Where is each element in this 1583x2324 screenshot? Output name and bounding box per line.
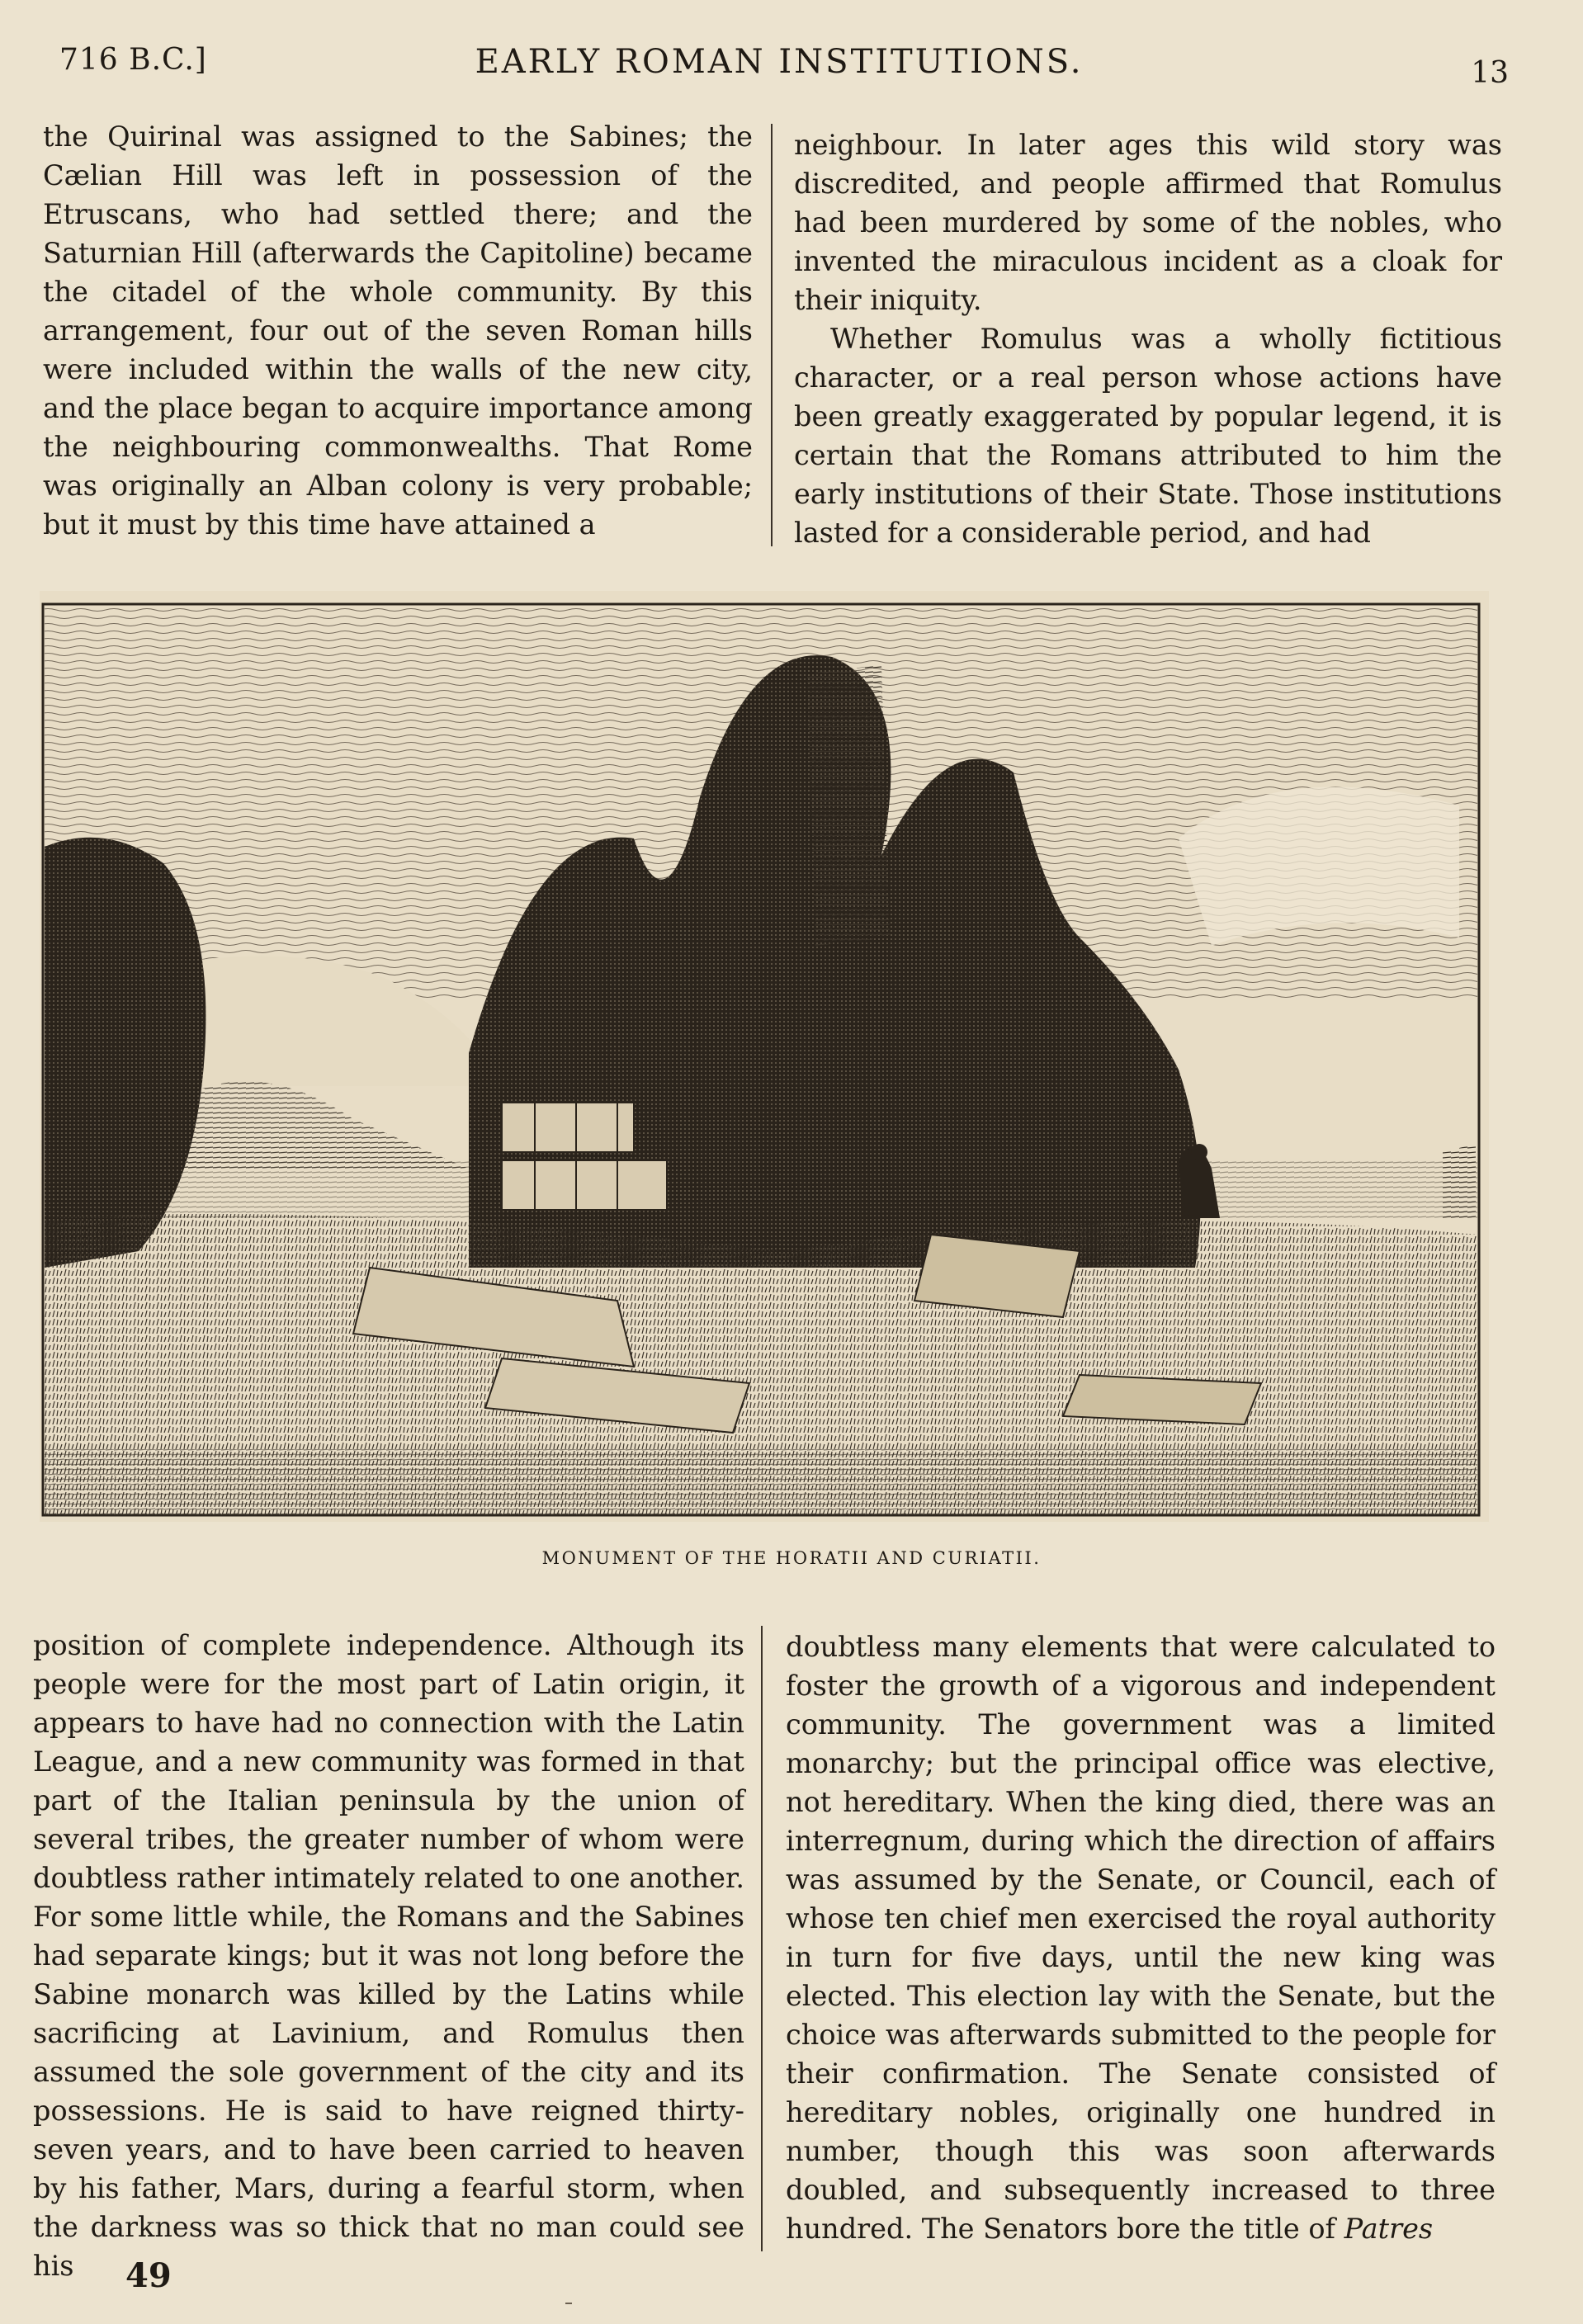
running-head-page: 13 xyxy=(1471,56,1509,90)
running-head-title: EARLY ROMAN INSTITUTIONS. xyxy=(475,43,1084,81)
paragraph: the Quirinal was assigned to the Sabines; the Cælian Hill was left in possession of the Etruscans, who had settled there; and the Saturnian Hill (afterwards the Capitoline) became the citadel of the whole community. By this arrangement, four out of the seven Roman hills were included within the walls of the new city, and the place began to acquire importance among the neighbouring commonwealths. That Rome was originally an Alban colony is very probable; but it must by this time have attained a xyxy=(43,120,753,541)
engraving-monument xyxy=(40,591,1489,1522)
column-bottom-right xyxy=(786,1627,1496,2248)
column-top-left xyxy=(43,117,753,544)
figure-caption: MONUMENT OF THE HORATII AND CURIATII. xyxy=(541,1548,1042,1568)
paragraph: Whether Romulus was a wholly fictitious character, or a real person whose actions have been greatly exaggerated by popular legend, it is certain that the Romans attributed to him the early institutions of their State. Those institutions lasted for a considerable period, and had xyxy=(794,323,1502,549)
paragraph-text: doubtless many elements that were calculated to foster the growth of a vigorous and independent community. The government was a limited monarchy; but the principal office was elective, not hereditary. When the king died, there was an interregnum, during which the direction of affairs was assumed by the Senate, or Council, each of whose ten chief men exercised the royal authority in turn for five days, until the new king was elected. This election lay with the Senate, but the choice was afterwards submitted to the people for their confirmation. The Senate consisted of hereditary nobles, originally one hundred in number, though this was soon afterwards doubled, and subsequently increased to three hundred. The Senators bore the title of xyxy=(786,1631,1496,2245)
running-head-date: 716 B.C.] xyxy=(59,43,207,77)
engraving-illustration xyxy=(40,591,1489,1522)
italic-term: Patres xyxy=(1344,2213,1434,2245)
paragraph: neighbour. In later ages this wild story was discredited, and people affirmed that Romulus had been murdered by some of the nobles, who invented the miraculous incident as a cloak for their iniquity. xyxy=(794,129,1502,316)
folio-mark xyxy=(565,2303,572,2304)
paragraph xyxy=(786,1627,1496,2248)
running-head xyxy=(50,43,1509,92)
column-divider-bottom xyxy=(761,1626,763,2251)
column-bottom-left xyxy=(33,1626,744,2285)
column-top-right xyxy=(794,125,1502,552)
page-number: 49 xyxy=(125,2256,172,2295)
paragraph: position of complete independence. Although its people were for the most part of Latin origin, it appears to have had no connection with the Latin League, and a new community was formed in that part of the Italian peninsula by the union of several tribes, the greater number of whom were doubtless rather intimately related to one another. For some little while, the Romans and the Sabines had separate kings; but it was not long before the Sabine monarch was killed by the Latins while sacrificing at Lavinium, and Romulus then assumed the sole government of the city and its possessions. He is said to have reigned thirty-seven years, and to have been carried to heaven by his father, Mars, during a fearful storm, when the darkness was so thick that no man could see his xyxy=(33,1629,744,2282)
column-divider-top xyxy=(771,124,773,546)
